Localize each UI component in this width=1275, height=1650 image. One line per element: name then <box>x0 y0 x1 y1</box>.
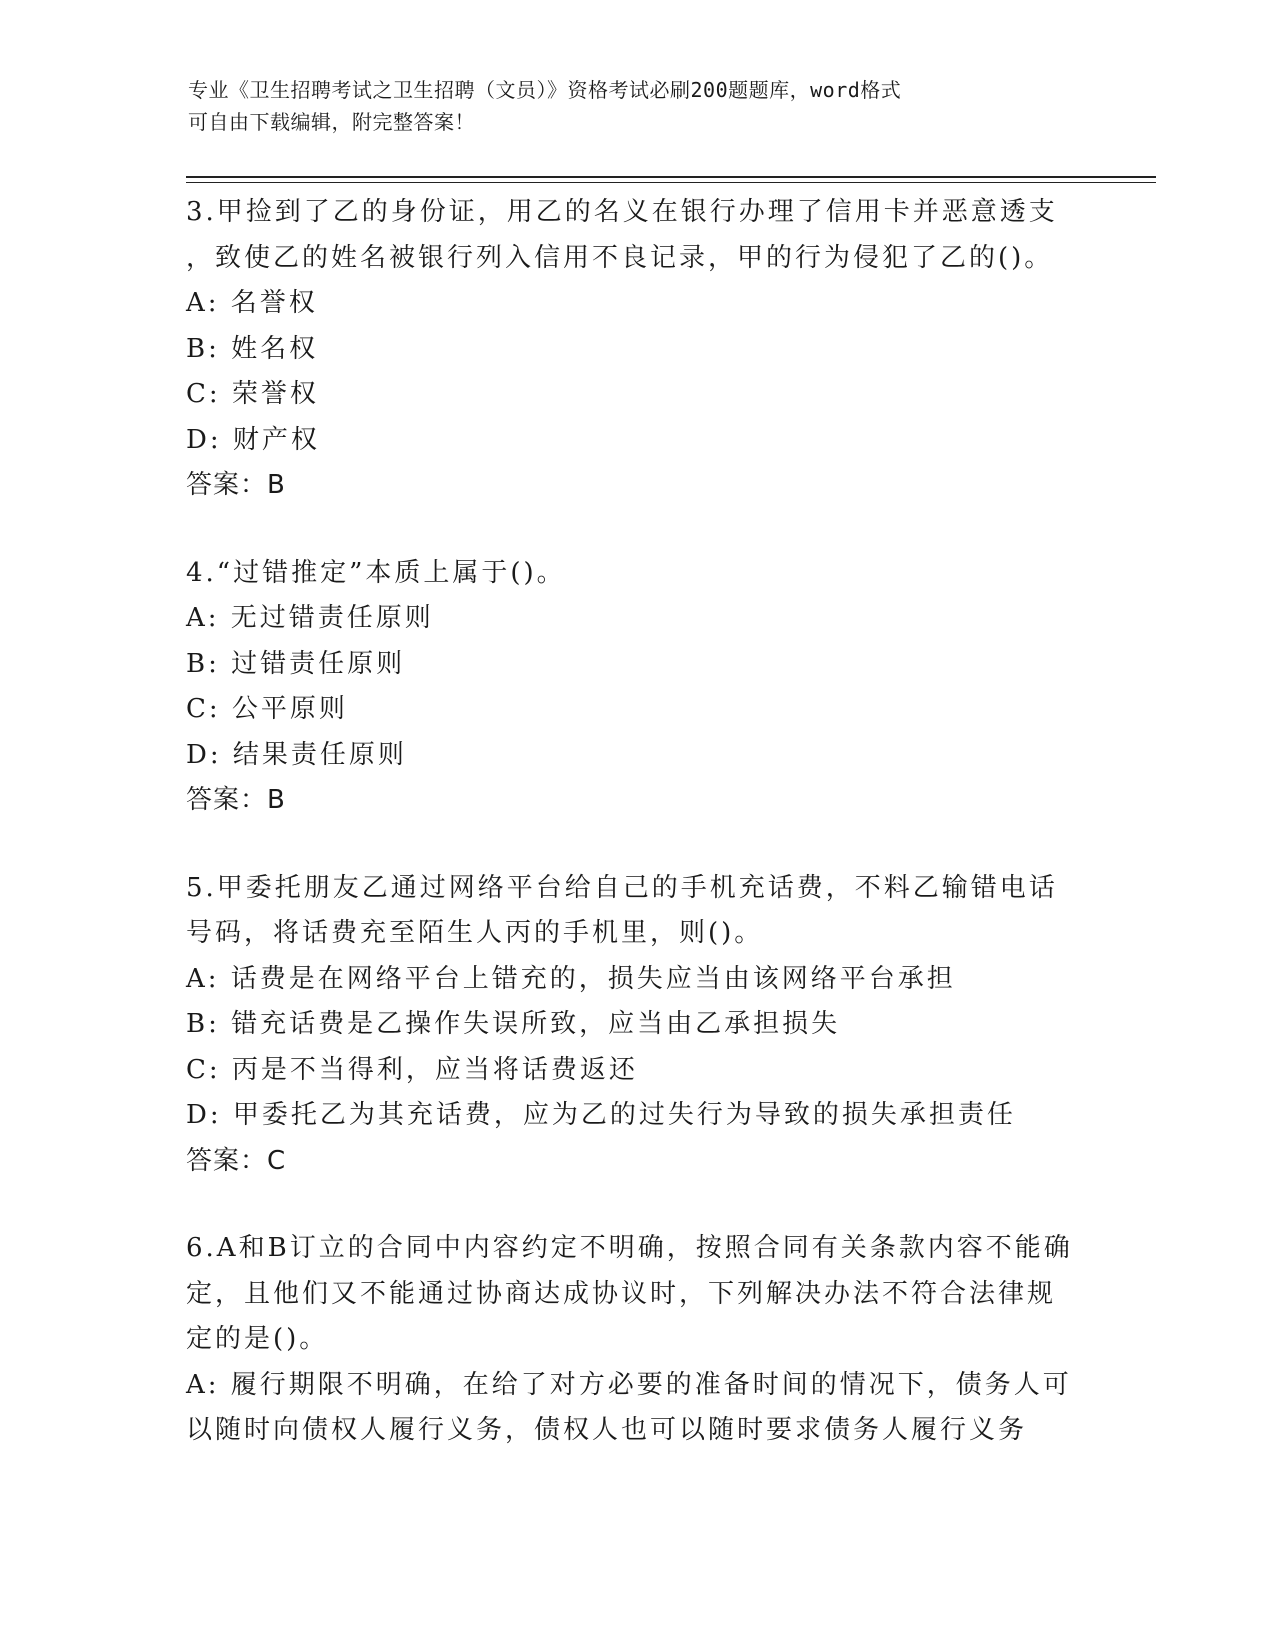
option-d: D: 甲委托乙为其充话费，应为乙的过失行为导致的损失承担责任 <box>186 1100 1016 1130</box>
option-a: A: 名誉权 <box>186 288 318 318</box>
question-stem <box>186 866 1086 957</box>
option-c: C: 丙是不当得利，应当将话费返还 <box>186 1054 638 1085</box>
option-c: C: 公平原则 <box>186 694 348 724</box>
header-divider-thin <box>186 182 1156 183</box>
question-stem <box>186 551 1086 597</box>
answer-line: 答案：C <box>186 1145 287 1176</box>
header-divider-thick <box>186 176 1156 178</box>
option-d: D: 结果责任原则 <box>186 739 407 770</box>
stem-line: ，致使乙的姓名被银行列入信用不良记录，甲的行为侵犯了乙的()。 <box>186 242 1054 273</box>
option-b: B: 错充话费是乙操作失误所致，应当由乙承担损失 <box>186 1009 841 1039</box>
question-6 <box>186 1226 1086 1454</box>
option-a-continued: 以随时向债权人履行义务，债权人也可以随时要求债务人履行义务 <box>186 1415 1028 1445</box>
answer-line: 答案：B <box>186 470 286 500</box>
option-d: D: 财产权 <box>186 424 320 455</box>
stem-line: 号码，将话费充至陌生人丙的手机里，则()。 <box>186 918 764 948</box>
option-a: A: 无过错责任原则 <box>186 603 434 633</box>
question-list <box>186 190 1086 1496</box>
question-stem <box>186 1226 1086 1363</box>
stem-line: 定，且他们又不能通过协商达成协议时，下列解决办法不符合法律规 <box>186 1278 1057 1309</box>
stem-line: 定的是()。 <box>186 1324 329 1354</box>
answer-line: 答案：B <box>186 785 286 815</box>
header-line-1: 专业《卫生招聘考试之卫生招聘（文员）》资格考试必刷200题题库，word格式 <box>188 78 902 102</box>
option-a: A: 履行期限不明确，在给了对方必要的准备时间的情况下，债务人可 <box>186 1369 1072 1400</box>
option-a: A: 话费是在网络平台上错充的，损失应当由该网络平台承担 <box>186 963 956 994</box>
header-line-2: 可自由下载编辑，附完整答案！ <box>188 110 475 134</box>
option-b: B: 姓名权 <box>186 333 319 364</box>
document-header <box>188 74 1068 138</box>
stem-line: 6.A和B订立的合同中内容约定不明确，按照合同有关条款内容不能确 <box>186 1233 1073 1263</box>
question-4 <box>186 551 1086 824</box>
question-stem <box>186 190 1086 281</box>
stem-line: 4.“过错推定”本质上属于()。 <box>186 557 566 588</box>
option-c: C: 荣誉权 <box>186 379 319 409</box>
stem-line: 3.甲捡到了乙的身份证，用乙的名义在银行办理了信用卡并恶意透支 <box>186 197 1058 227</box>
question-5 <box>186 866 1086 1185</box>
stem-line: 5.甲委托朋友乙通过网络平台给自己的手机充话费，不料乙输错电话 <box>186 872 1058 903</box>
question-3 <box>186 190 1086 509</box>
option-b: B: 过错责任原则 <box>186 648 406 679</box>
